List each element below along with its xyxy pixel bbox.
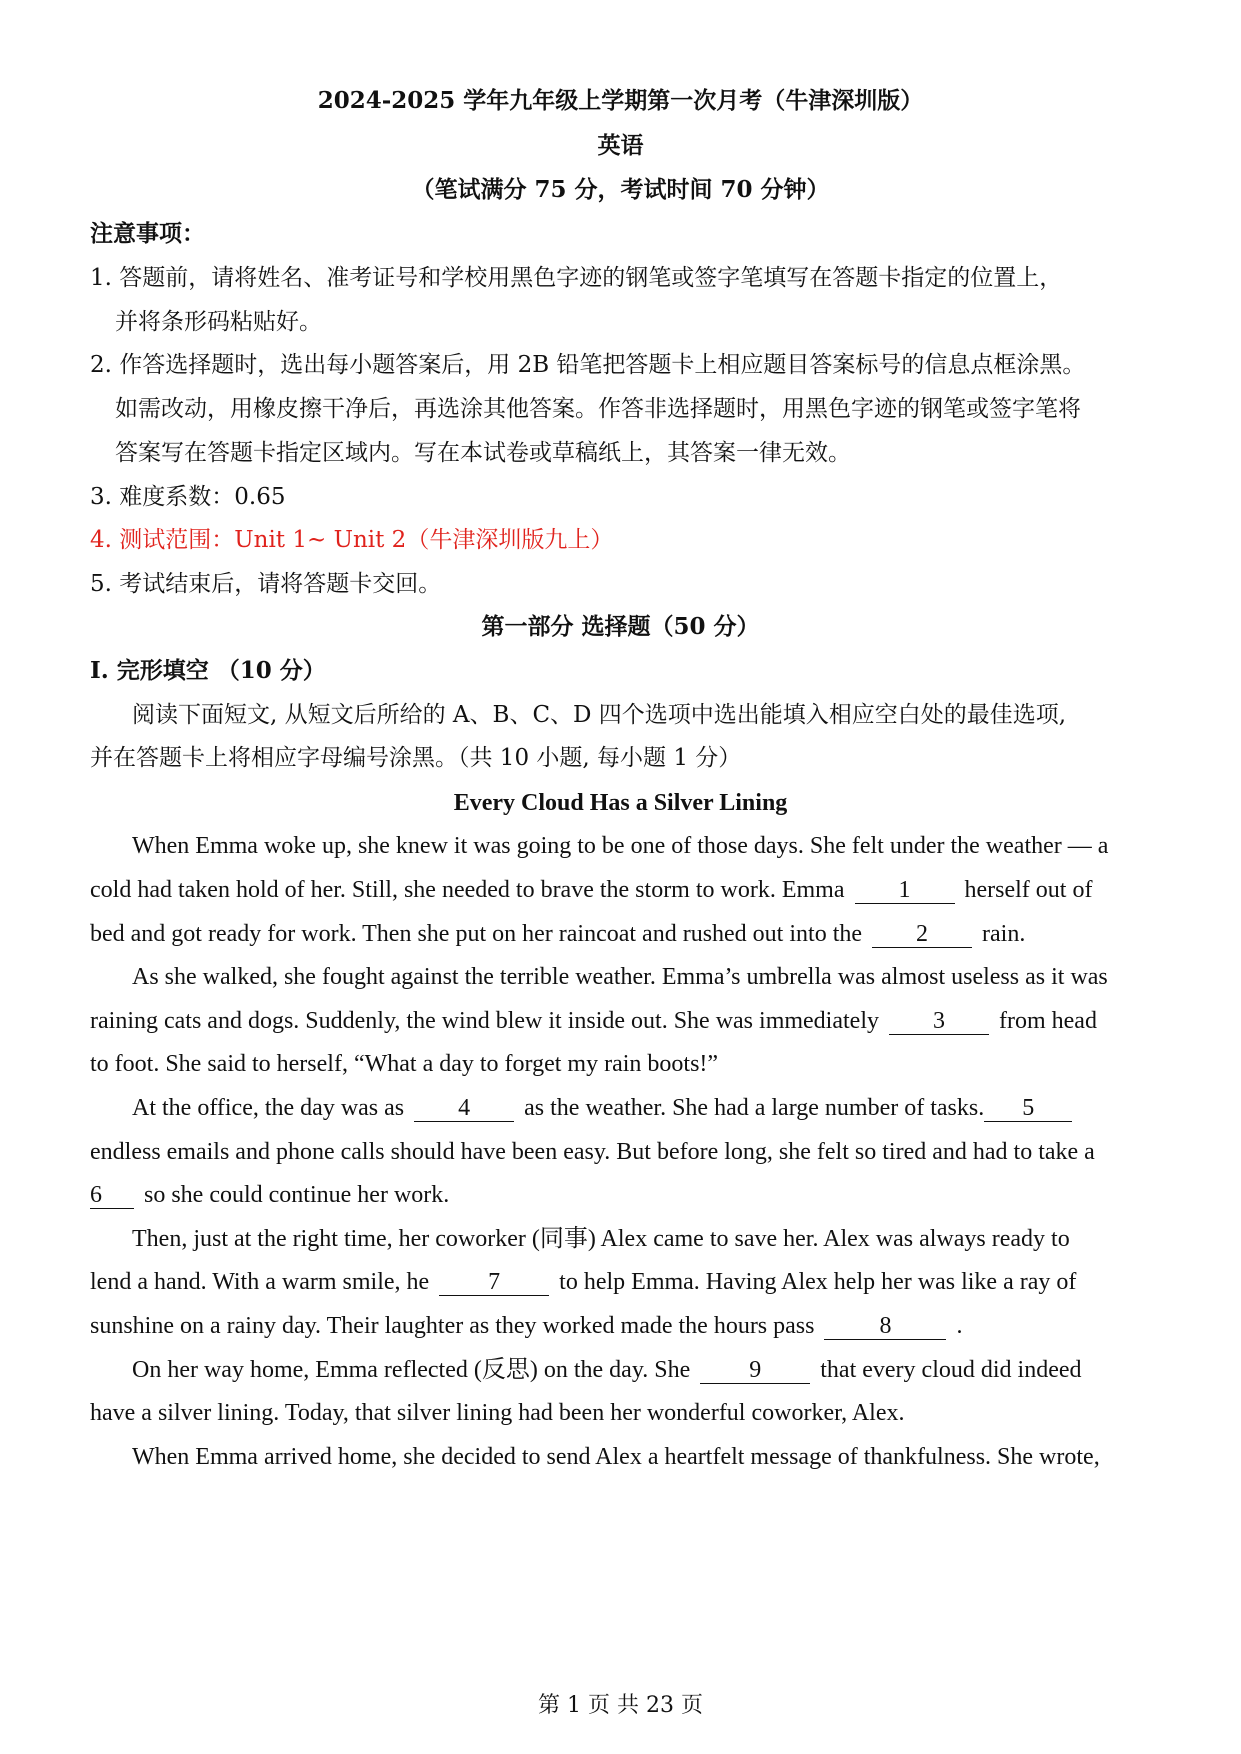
notice-item-3: 3. 难度系数：0.65: [90, 484, 286, 510]
passage-text: sunshine on a rainy day. Their laughter as they worked made the hours pass: [90, 1313, 815, 1339]
notice-item-1-line-1: 1. 答题前，请将姓名、准考证号和学校用黑色字迹的钢笔或签字笔填写在答题卡指定的位置上，: [90, 265, 1063, 291]
blank-4: 4: [414, 1095, 514, 1122]
part1-heading: 第一部分 选择题（50 分）: [481, 613, 760, 640]
notice-heading: 注意事项：: [90, 220, 205, 247]
passage-line: have a silver lining. Today, that silver lining had been her wonderful coworker, Alex.: [90, 1400, 905, 1426]
passage-line: As she walked, she fought against the terrible weather. Emma’s umbrella was almost useless as it was: [132, 964, 1108, 990]
page-footer: 第 1 页 共 23 页: [538, 1693, 703, 1718]
passage-line: Then, just at the right time, her coworker (同事) Alex came to save her. Alex was always ready to: [132, 1226, 1070, 1252]
passage-text: On her way home, Emma reflected (反思) on the day. She: [132, 1357, 691, 1383]
passage-line: [90, 1180, 1153, 1210]
exam-info: （笔试满分 75 分，考试时间 70 分钟）: [411, 176, 830, 203]
passage-text: bed and got ready for work. Then she put on her raincoat and rushed out into the: [90, 921, 863, 947]
passage-text: that every cloud did indeed: [820, 1357, 1082, 1383]
passage-title: Every Cloud Has a Silver Lining: [453, 790, 788, 816]
passage-text: .: [956, 1313, 963, 1339]
blank-6: 6: [90, 1182, 134, 1209]
passage-text: rain.: [982, 921, 1026, 947]
passage-text: from head: [999, 1008, 1097, 1034]
notice-item-2-line-3: 答案写在答题卡指定区域内。写在本试卷或草稿纸上，其答案一律无效。: [115, 440, 851, 466]
instructions-line-1: 阅读下面短文, 从短文后所给的 A、B、C、D 四个选项中选出能填入相应空白处的最佳选项,: [132, 702, 1067, 728]
passage-line: [132, 1093, 1153, 1123]
passage-text: as the weather. She had a large number of tasks.: [524, 1095, 985, 1121]
passage-line: [90, 875, 1153, 905]
notice-item-2-line-2: 如需改动，用橡皮擦干净后，再选涂其他答案。作答非选择题时，用黑色字迹的钢笔或签字笔将: [115, 396, 1081, 422]
passage-text: At the office, the day was as: [132, 1095, 405, 1121]
notice-item-4: 4. 测试范围：Unit 1~ Unit 2（牛津深圳版九上）: [90, 527, 614, 553]
notice-item-2-line-1: 2. 作答选择题时，选出每小题答案后，用 2B 铅笔把答题卡上相应题目答案标号的信息点框涂黑。: [90, 352, 1086, 378]
subject-title: 英语: [597, 132, 644, 159]
blank-1: 1: [855, 877, 955, 904]
blank-8: 8: [824, 1313, 946, 1340]
passage-line: [90, 1006, 1153, 1036]
blank-2: 2: [872, 921, 972, 948]
notice-item-5: 5. 考试结束后，请将答题卡交回。: [90, 571, 442, 597]
instructions-line-2: 并在答题卡上将相应字母编号涂黑。（共 10 小题, 每小题 1 分）: [90, 745, 742, 771]
passage-text: so she could continue her work.: [144, 1182, 450, 1208]
blank-9: 9: [700, 1357, 810, 1384]
passage-line: When Emma woke up, she knew it was going to be one of those days. She felt under the weather — a: [132, 833, 1109, 859]
passage-text: lend a hand. With a warm smile, he: [90, 1269, 430, 1295]
blank-3: 3: [889, 1008, 989, 1035]
passage-line: [90, 919, 1153, 949]
passage-line: [90, 1267, 1153, 1297]
passage-text: to help Emma. Having Alex help her was like a ray of: [559, 1269, 1077, 1295]
passage-line: When Emma arrived home, she decided to send Alex a heartfelt message of thankfulness. She wrote,: [132, 1444, 1100, 1470]
passage-line: [90, 1311, 1153, 1341]
passage-line: to foot. She said to herself, “What a day to forget my rain boots!”: [90, 1051, 719, 1077]
blank-7: 7: [439, 1269, 549, 1296]
section-title: I. 完形填空 （10 分）: [90, 657, 326, 684]
passage-text: herself out of: [964, 877, 1093, 903]
notice-item-1-line-2: 并将条形码粘贴好。: [115, 309, 322, 335]
blank-5: 5: [984, 1095, 1072, 1122]
passage-line: [132, 1355, 1153, 1385]
exam-title: 2024-2025 学年九年级上学期第一次月考（牛津深圳版）: [317, 87, 924, 114]
passage-text: cold had taken hold of her. Still, she needed to brave the storm to work. Emma: [90, 877, 845, 903]
passage-line: endless emails and phone calls should have been easy. But before long, she felt so tired and had to take a: [90, 1139, 1095, 1165]
passage-text: raining cats and dogs. Suddenly, the wind blew it inside out. She was immediately: [90, 1008, 879, 1034]
